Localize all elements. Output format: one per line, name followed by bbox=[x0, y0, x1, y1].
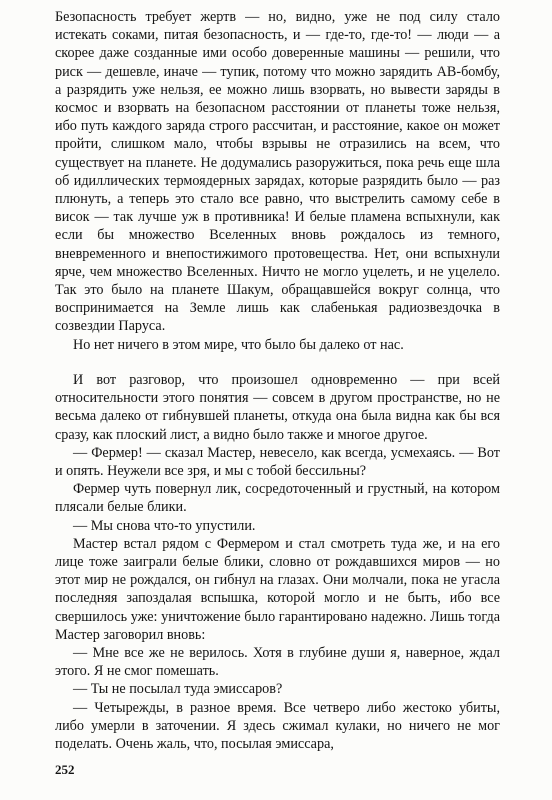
paragraph: — Мы снова что-то упустили. bbox=[73, 517, 256, 534]
text-section-two bbox=[55, 371, 500, 753]
paragraph: Безопасность требует жертв — но, видно, уже не под силу стало истекать соками, питая безопасность, и — где-то, где-то! — люди — а скорее даже созданные ими особо доверенные машины — решили, что риск — дешевле, иначе — тупик, потому что можно зарядить АВ-бомбу, а разрядить уже нельзя, ее можно лишь взорвать, но вывести заряды в космос и взорвать на безопасном расстоянии от планеты тоже нельзя, ибо путь каждого заряда строго рассчитан, и расстояние, какое он может пройти, слишком мало, чтобы взрывы не отразились на всем, что существует на планете. Не додумались разоружиться, пока речь еще шла об идиллических термоядерных зарядах, которые разрядить было — раз плюнуть, а теперь это стало все равно, что выстрелить самому себе в висок — так лучше уж в противника! И белые пламена вспыхнули, как если бы множество Вселенных вновь рождалось из темного, вневременного и внепостижимого протовещества. Нет, они вспыхнули ярче, чем множество Вселенных. Ничто не могло уцелеть, и не уцелело. Так это было на планете Шакум, обращавшейся вокруг солнца, что воспринимается на Земле лишь как слабенькая радиозвездочка в созвездии Паруса. bbox=[55, 9, 500, 335]
paragraph: — Мне все же не верилось. Хотя в глубине души я, наверное, ждал этого. Я не смог помешать. bbox=[55, 645, 500, 680]
text-section-one bbox=[55, 8, 500, 354]
paragraph: — Фермер! — сказал Мастер, невесело, как всегда, усмехаясь. — Вот и опять. Неужели все зря, и мы с тобой бессильны? bbox=[55, 444, 500, 480]
paragraph: И вот разговор, что произошел одновременно — при всей относительности этого понятия — совсем в другом пространстве, но не весьма далеко от гибнувшей планеты, откуда она была видна как бы вся сразу, как плоский лист, а видно было также и многое другое. bbox=[55, 372, 500, 443]
paragraph: Мастер встал рядом с Фермером и стал смотреть туда же, и на его лице тоже заиграли белые блики, словно от рождавшихся миров — но этот мир не рождался, он гибнул на глазах. Они молчали, пока не угасла последняя запоздалая вспышка, которой могло и не быть, ибо все свершилось уже: уничтожение было гарантировано надежно. Лишь тогда Мастер заговорил вновь: bbox=[55, 535, 500, 643]
paragraph: Фермер чуть повернул лик, сосредоточенный и грустный, на котором плясали белые блики. bbox=[55, 481, 500, 516]
paragraph: — Четырежды, в разное время. Все четверо либо жестоко убиты, либо умерли в заточении. Я здесь сжимал кулаки, но ничего не мог поделать. Очень жаль, что, посылая эмиссара, bbox=[55, 699, 500, 753]
page-number: 252 bbox=[55, 762, 75, 777]
paragraph: — Ты не посылал туда эмиссаров? bbox=[73, 681, 283, 698]
paragraph: Но нет ничего в этом мире, что было бы далеко от нас. bbox=[73, 336, 404, 353]
